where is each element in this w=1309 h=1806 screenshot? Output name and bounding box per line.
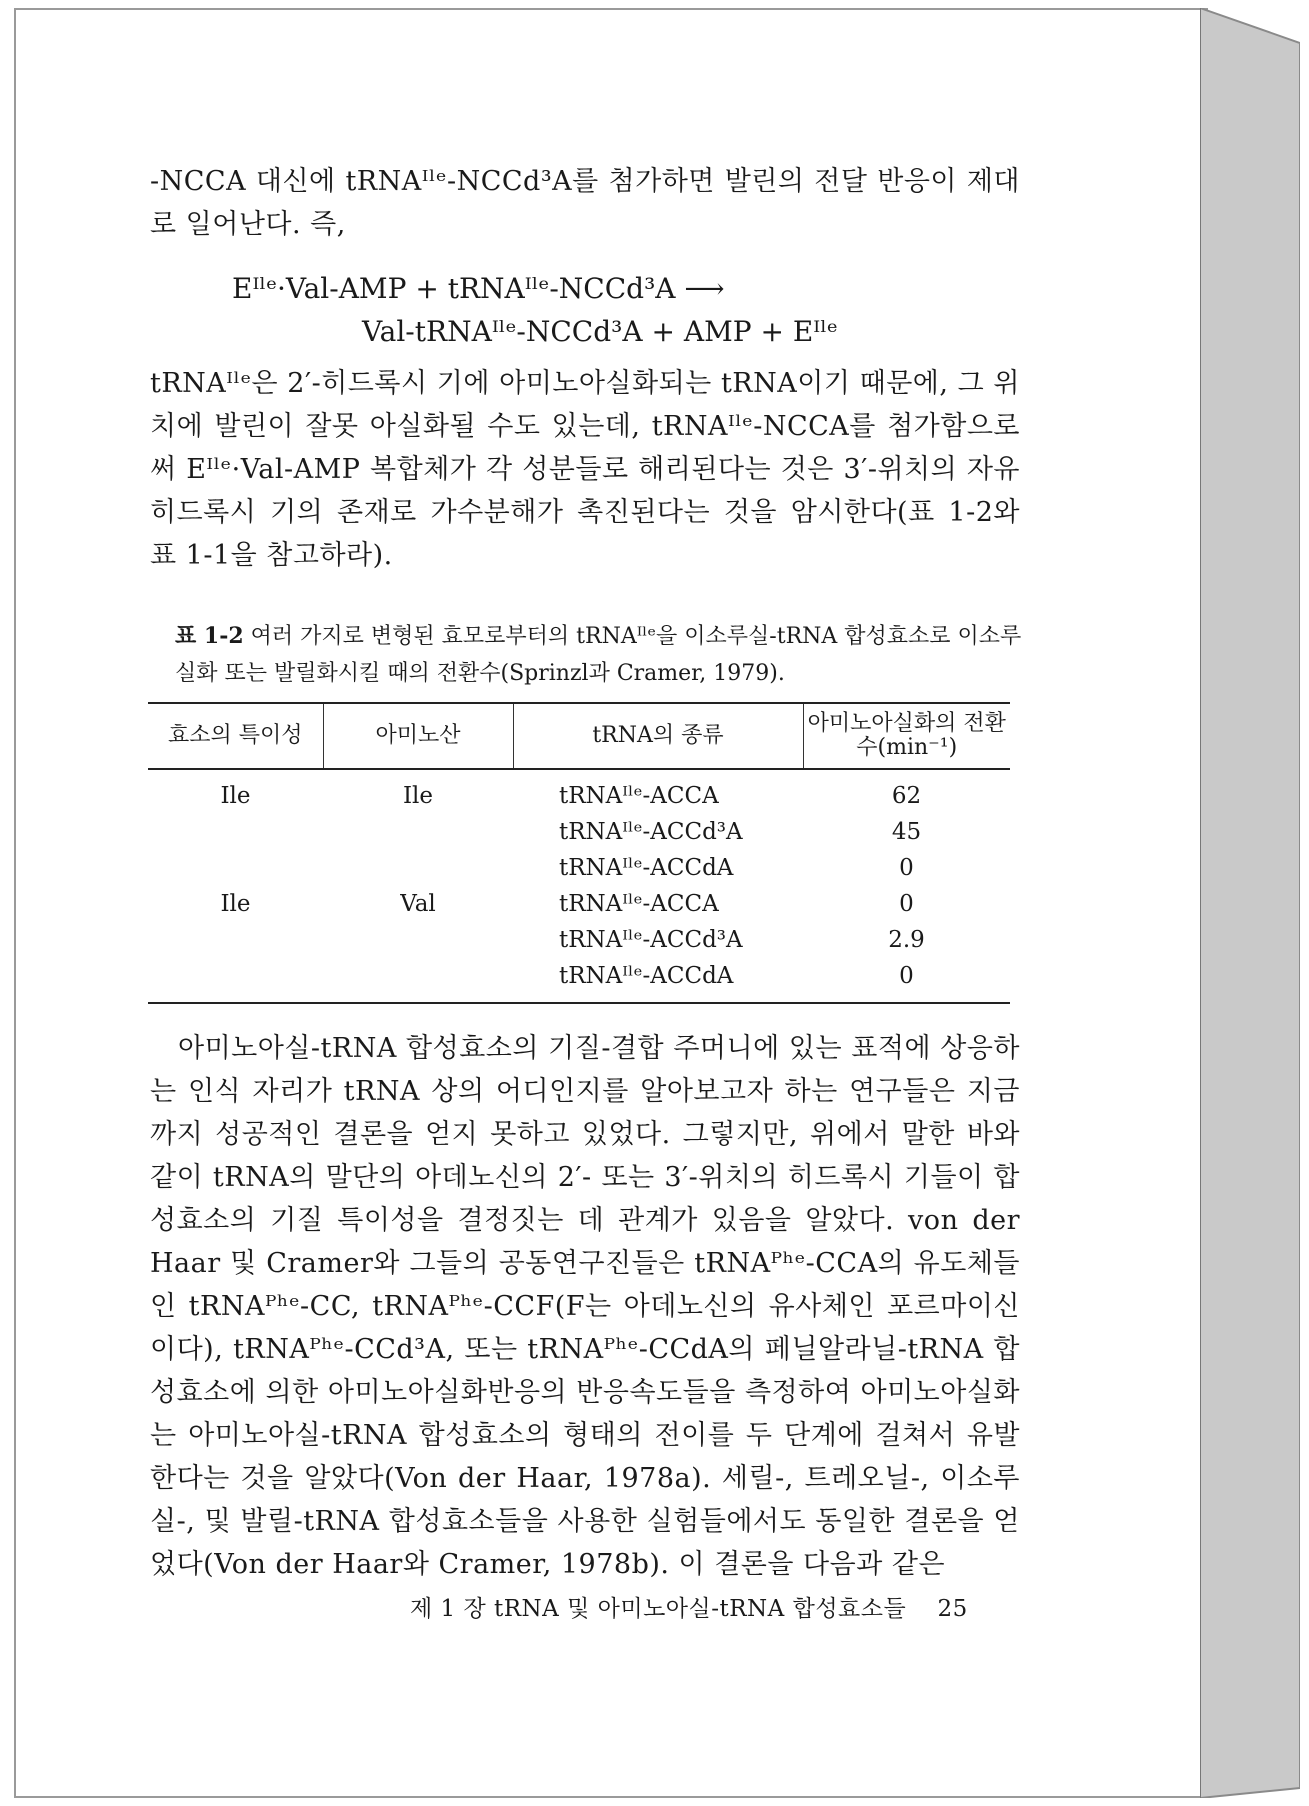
cell-turnover: 2.9 [888,927,925,953]
turnover-table [148,702,1010,1004]
cell-turnover: 0 [899,855,914,881]
cell-amino-acid [323,922,513,958]
cell-enzyme [148,814,323,850]
cell-amino-acid [323,958,513,1003]
paragraph-intro: -NCCA 대신에 tRNAᴵˡᵉ-NCCd³A를 첨가하면 발린의 전달 반응이 제대로 일어난다. 즉, [150,166,1020,240]
table-row [148,886,1010,922]
equation-line-2: Val-tRNAᴵˡᵉ-NCCd³A + AMP + Eᴵˡᵉ [362,315,838,348]
cell-trna: tRNAᴵˡᵉ-ACCd³A [559,927,743,953]
header-enzyme-specificity: 효소의 특이성 [148,703,323,769]
cell-trna: tRNAᴵˡᵉ-ACCd³A [559,819,743,845]
cell-trna: tRNAᴵˡᵉ-ACCdA [513,958,803,1003]
cell-amino-acid [323,814,513,850]
page-footer [410,1590,968,1623]
table-caption [175,618,1025,692]
cell-amino-acid: Ile [402,783,434,809]
table-caption-text: 여러 가지로 변형된 효모로부터의 tRNAᴵˡᵉ을 이소루실-tRNA 합성효소로 이소루실화 또는 발릴화시킬 때의 전환수(Sprinzl과 Cramer, 1979). [175,624,1022,686]
cell-enzyme: Ile [220,783,251,809]
table-row [148,769,1010,814]
table-row [148,922,1010,958]
cell-turnover: 45 [891,819,922,845]
cell-trna: tRNAᴵˡᵉ-ACCA [559,783,719,809]
cell-turnover: 0 [899,891,914,917]
table-row [148,814,1010,850]
table-header-row [148,703,1010,769]
equation-line-1: Eᴵˡᵉ·Val-AMP + tRNAᴵˡᵉ-NCCd³A ⟶ [232,272,725,305]
header-trna-type: tRNA의 종류 [513,703,803,769]
cell-enzyme [148,850,323,886]
page-content [150,160,1022,1622]
cell-turnover: 62 [891,783,922,809]
cell-trna: tRNAᴵˡᵉ-ACCA [559,891,719,917]
table-row [148,850,1010,886]
header-amino-acid: 아미노산 [323,703,513,769]
cell-enzyme [148,958,323,1003]
cell-turnover: 0 [803,958,1010,1003]
paragraph-explanation: tRNAᴵˡᵉ은 2′-히드록시 기에 아미노아실화되는 tRNA이기 때문에, 그 위치에 발린이 잘못 아실화될 수도 있는데, tRNAᴵˡᵉ-NCCA를 첨가함으로써 Eᴵˡᵉ·Val-AMP 복합체가 각 성분들로 해리된다는 것은 3′-위치의 자유 히드록시 기의 존재로 가수분해가 촉진된다는 것을 암시한다(표 1-2와 표 1-1을 참고하라). [150,368,1020,571]
cell-amino-acid [323,850,513,886]
page-number: 25 [937,1596,968,1622]
header-turnover-number: 아미노아실화의 전환수(min⁻¹) [803,703,1010,769]
cell-enzyme: Ile [220,891,251,917]
cell-amino-acid: Val [400,891,436,917]
cell-enzyme [148,922,323,958]
table-row [148,958,1010,1003]
cell-trna: tRNAᴵˡᵉ-ACCdA [559,855,734,881]
book-page-edge [1200,8,1300,1798]
paragraph-discussion: 아미노아실-tRNA 합성효소의 기질-결합 주머니에 있는 표적에 상응하는 인식 자리가 tRNA 상의 어디인지를 알아보고자 하는 연구들은 지금까지 성공적인 결론을 얻지 못하고 있었다. 그렇지만, 위에서 말한 바와 같이 tRNA의 말단의 아데노신의 2′- 또는 3′-위치의 히드록시 기들이 합성효소의 기질 특이성을 결정짓는 데 관계가 있음을 알았다. von der Haar 및 Cramer와 그들의 공동연구진들은 tRNAᴾʰᵉ-CCA의 유도체들인 tRNAᴾʰᵉ-CC, tRNAᴾʰᵉ-CCF(F는 아데노신의 유사체인 포르마이신이다), tRNAᴾʰᵉ-CCd³A, 또는 tRNAᴾʰᵉ-CCdA의 페닐알라닐-tRNA 합성효소에 의한 아미노아실화반응의 반응속도들을 측정하여 아미노아실화는 아미노아실-tRNA 합성효소의 형태의 전이를 두 단계에 걸쳐서 유발한다는 것을 알았다(Von der Haar, 1978a). 세릴-, 트레오닐-, 이소루실-, 및 발릴-tRNA 합성효소들을 사용한 실험들에서도 동일한 결론을 얻었다(Von der Haar와 Cramer, 1978b). 이 결론을 다음과 같은 [150,1033,1020,1580]
table-caption-label: 표 1-2 [175,623,244,649]
running-footer-chapter: 제 1 장 tRNA 및 아미노아실-tRNA 합성효소들 [410,1596,907,1622]
